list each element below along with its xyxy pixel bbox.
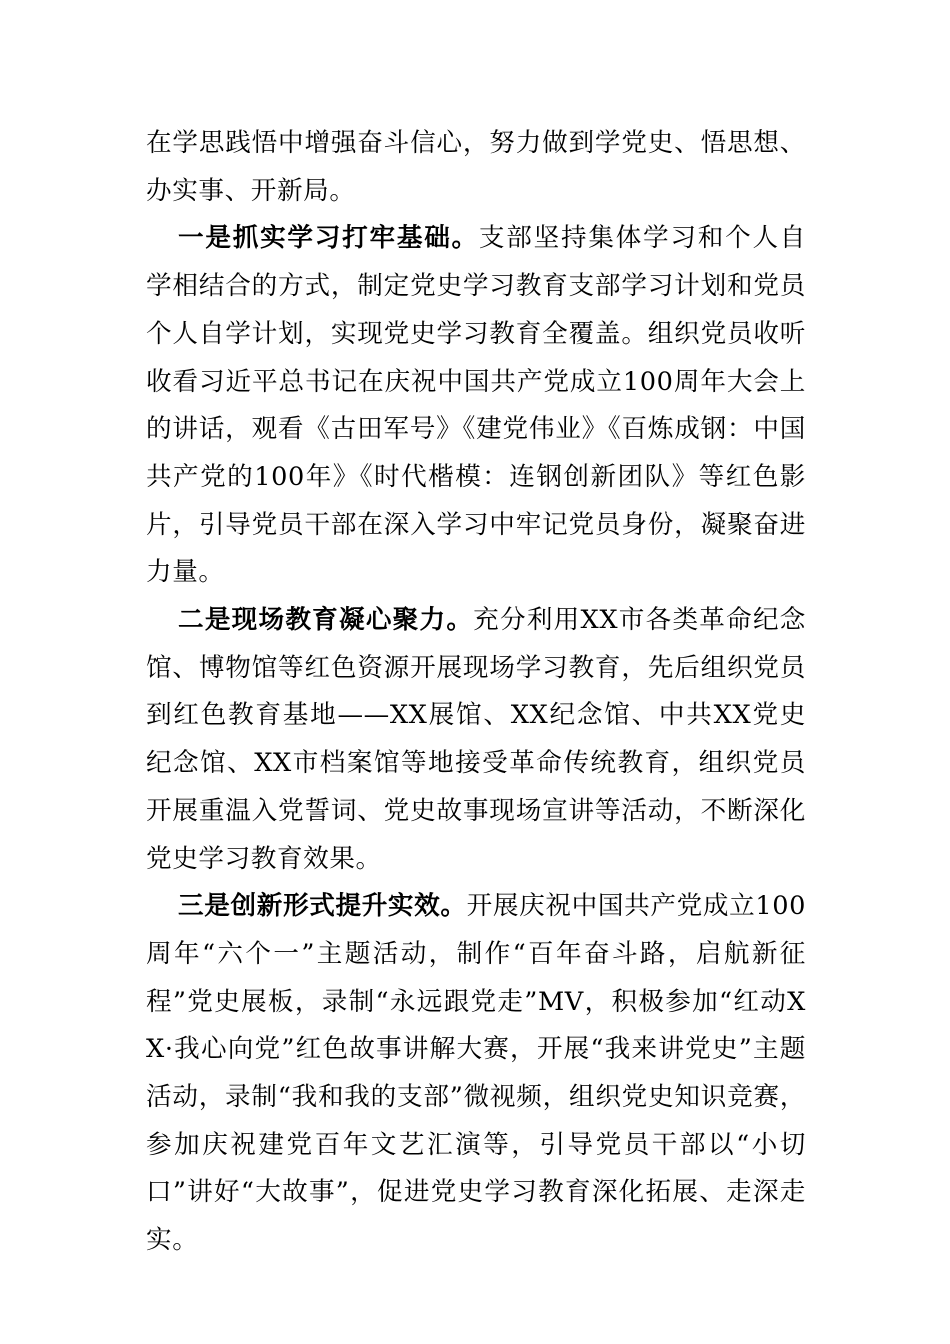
paragraph-text: 支部坚持集体学习和个人自学相结合的方式，制定党史学习教育支部学习计划和党员个人自学计划，实现党史学习教育全覆盖。组织党员收听收看习近平总书记在庆祝中国共产党成立100周年大会上的讲话，观看《古田军号》《建党伟业》《百炼成钢：中国共产党的100年》《时代楷模：连钢创新团队》等红色影片，引导党员干部在深入学习中牢记党员身份，凝聚奋进力量。 xyxy=(146,223,806,588)
paragraph-onsite-education xyxy=(146,597,806,883)
paragraph-text: 开展庆祝中国共产党成立100周年“六个一”主题活动，制作“百年奋斗路，启航新征程”党史展板，录制“永远跟党走”MV，积极参加“红动XX·我心向党”红色故事讲解大赛，开展“我来讲党史”主题活动，录制“我和我的支部”微视频，组织党史知识竞赛，参加庆祝建党百年文艺汇演等，引导党员干部以“小切口”讲好“大故事”，促进党史学习教育深化拓展、走深走实。 xyxy=(146,891,806,1256)
paragraph-lead: 三是创新形式提升实效。 xyxy=(178,891,467,922)
paragraph-lead: 一是抓实学习打牢基础。 xyxy=(178,223,479,254)
paragraph-study xyxy=(146,215,806,597)
paragraph-lead: 二是现场教育凝心聚力。 xyxy=(178,605,474,636)
paragraph-text: 在学思践悟中增强奋斗信心，努力做到学党史、悟思想、办实事、开新局。 xyxy=(146,128,806,206)
paragraph-continuation xyxy=(146,120,806,215)
paragraph-text: 充分利用XX市各类革命纪念馆、博物馆等红色资源开展现场学习教育，先后组织党员到红色教育基地——XX展馆、XX纪念馆、中共XX党史纪念馆、XX市档案馆等地接受革命传统教育，组织党员开展重温入党誓词、党史故事现场宣讲等活动，不断深化党史学习教育效果。 xyxy=(146,605,806,874)
document-body xyxy=(146,120,806,1265)
paragraph-innovation xyxy=(146,883,806,1265)
